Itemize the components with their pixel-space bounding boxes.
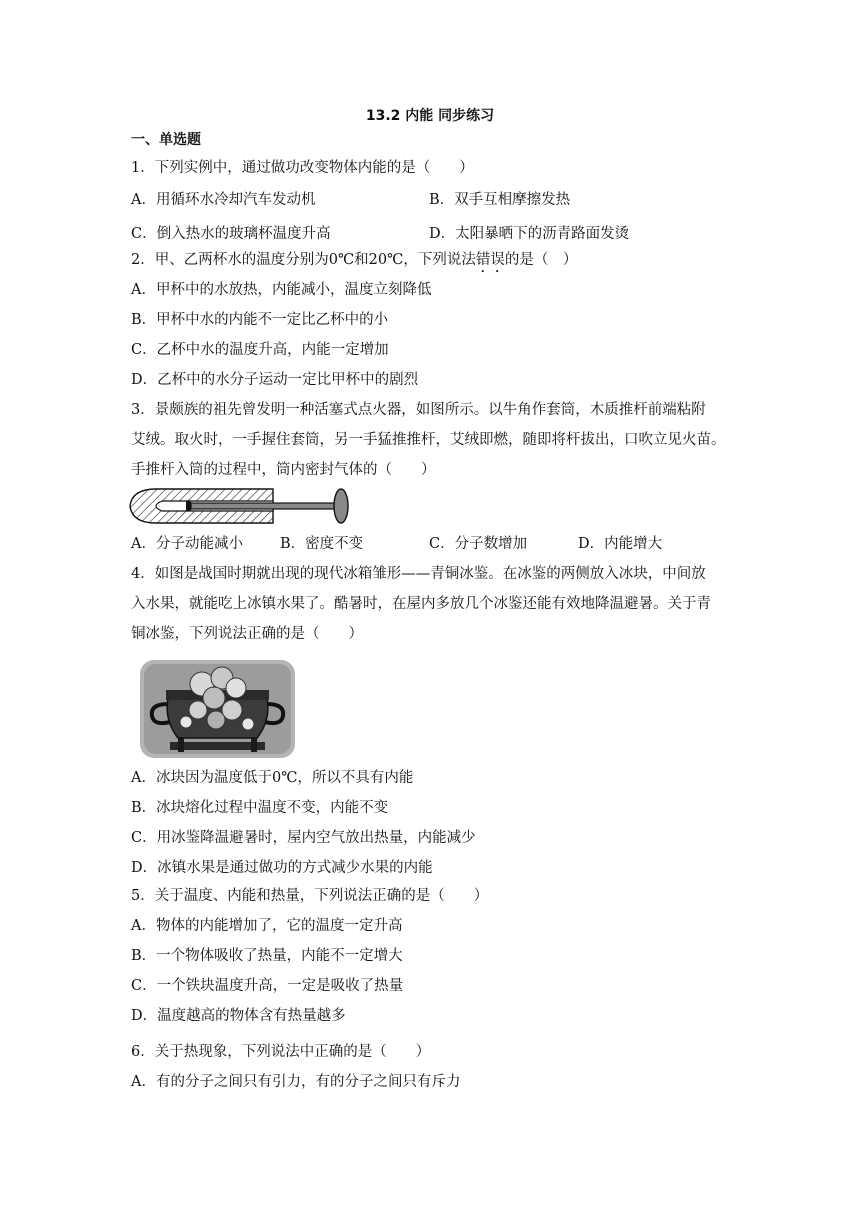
question-5-stem: 5．关于温度、内能和热量，下列说法正确的是（ ）: [131, 888, 489, 904]
question-2-option-d: D．乙杯中的水分子运动一定比甲杯中的剧烈: [131, 372, 419, 388]
page-title: 13.2 内能 同步练习: [365, 108, 495, 124]
question-4-stem-line-2: 入水果，就能吃上冰镇水果了。酷暑时，在屋内多放几个冰鉴还能有效地降温避暑。关于青: [131, 596, 711, 612]
question-3-option-b: B．密度不变: [280, 536, 364, 552]
question-4-option-c: C．用冰鉴降温避暑时，屋内空气放出热量，内能减少: [131, 830, 476, 846]
question-2-stem-emphasis: 错误: [475, 252, 505, 268]
question-3-stem-line-3: 手推杆入筒的过程中，筒内密封气体的（ ）: [131, 462, 436, 478]
question-1-option-d: D．太阳暴晒下的沥青路面发烫: [429, 226, 630, 242]
question-1-option-b: B．双手互相摩擦发热: [429, 192, 571, 208]
question-2-stem-post: 的是（ ）: [504, 252, 578, 268]
question-3-option-d: D．内能增大: [578, 536, 663, 552]
question-3-option-c: C．分子数增加: [429, 536, 528, 552]
question-2-stem: [131, 250, 577, 276]
question-6-stem: 6．关于热现象，下列说法中正确的是（ ）: [131, 1044, 431, 1060]
question-1-option-a: A．用循环水冷却汽车发动机: [131, 192, 316, 208]
question-2-stem-pre: 2．甲、乙两杯水的温度分别为0℃和20℃，下列说法: [131, 252, 476, 268]
question-3-stem-line-1: 3．景颇族的祖先曾发明一种活塞式点火器，如图所示。以牛角作套筒，木质推杆前端粘附: [131, 402, 706, 418]
question-5-option-d: D．温度越高的物体含有热量越多: [131, 1008, 346, 1024]
question-5-option-c: C．一个铁块温度升高，一定是吸收了热量: [131, 978, 404, 994]
question-3-option-a: A．分子动能减小: [131, 536, 243, 552]
question-6-option-a: A．有的分子之间只有引力，有的分子之间只有斥力: [131, 1074, 461, 1090]
question-2-option-a: A．甲杯中的水放热，内能减小，温度立刻降低: [131, 282, 432, 298]
question-4-stem-line-3: 铜冰鉴，下列说法正确的是（ ）: [131, 626, 363, 642]
question-5-option-b: B．一个物体吸收了热量，内能不一定增大: [131, 948, 403, 964]
question-5-option-a: A．物体的内能增加了，它的温度一定升高: [131, 918, 403, 934]
question-4-option-a: A．冰块因为温度低于0℃，所以不具有内能: [131, 770, 414, 786]
question-2-option-c: C．乙杯中水的温度升高，内能一定增加: [131, 342, 389, 358]
question-1-stem: 1．下列实例中，通过做功改变物体内能的是（ ）: [131, 160, 474, 176]
question-2-option-b: B．甲杯中水的内能不一定比乙杯中的小: [131, 312, 389, 328]
section-heading: 一、单选题: [131, 132, 201, 148]
question-4-option-b: B．冰块熔化过程中温度不变，内能不变: [131, 800, 389, 816]
question-4-stem-line-1: 4．如图是战国时期就出现的现代冰箱雏形——青铜冰鉴。在冰鉴的两侧放入冰块，中间放: [131, 566, 706, 582]
question-3-stem-line-2: 艾绒。取火时，一手握住套筒，另一手猛推推杆，艾绒即燃，随即将杆拔出，口吹立见火苗。: [131, 432, 726, 448]
question-1-option-c: C．倒入热水的玻璃杯温度升高: [131, 226, 331, 242]
question-4-option-d: D．冰镇水果是通过做功的方式减少水果的内能: [131, 860, 433, 876]
bronze-ice-vessel-figure: [140, 660, 295, 758]
fire-piston-figure: [128, 484, 354, 528]
